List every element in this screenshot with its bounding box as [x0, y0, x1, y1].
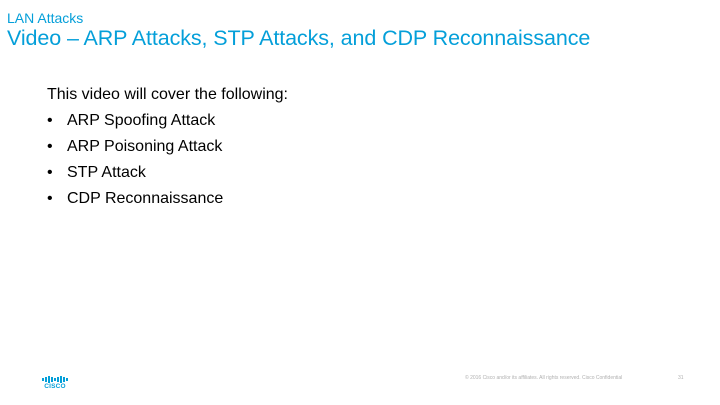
bullet-item [47, 160, 288, 186]
page-number: 31 [678, 375, 684, 381]
slide-title: Video – ARP Attacks, STP Attacks, and CDP Reconnaissance [7, 26, 591, 50]
bullet-item [47, 186, 288, 212]
bullet-glyph: • [47, 112, 53, 129]
cisco-wordmark: CISCO [44, 383, 66, 390]
bullet-list [47, 108, 288, 212]
bullet-item [47, 108, 288, 134]
slide-content [47, 82, 288, 212]
bullet-text: CDP Reconnaissance [67, 190, 224, 207]
cisco-bars-icon [40, 376, 70, 383]
bullet-text: ARP Spoofing Attack [67, 112, 216, 129]
copyright-text: © 2016 Cisco and/or its affiliates. All rights reserved. Cisco Confidential [465, 375, 623, 381]
intro-text: This video will cover the following: [47, 86, 288, 103]
cisco-logo [40, 376, 70, 390]
bullet-item [47, 134, 288, 160]
section-title: LAN Attacks [7, 10, 84, 26]
bullet-text: ARP Poisoning Attack [67, 138, 223, 155]
bullet-text: STP Attack [67, 164, 146, 181]
bullet-glyph: • [47, 164, 53, 181]
bullet-glyph: • [47, 190, 53, 207]
bullet-glyph: • [47, 138, 53, 155]
